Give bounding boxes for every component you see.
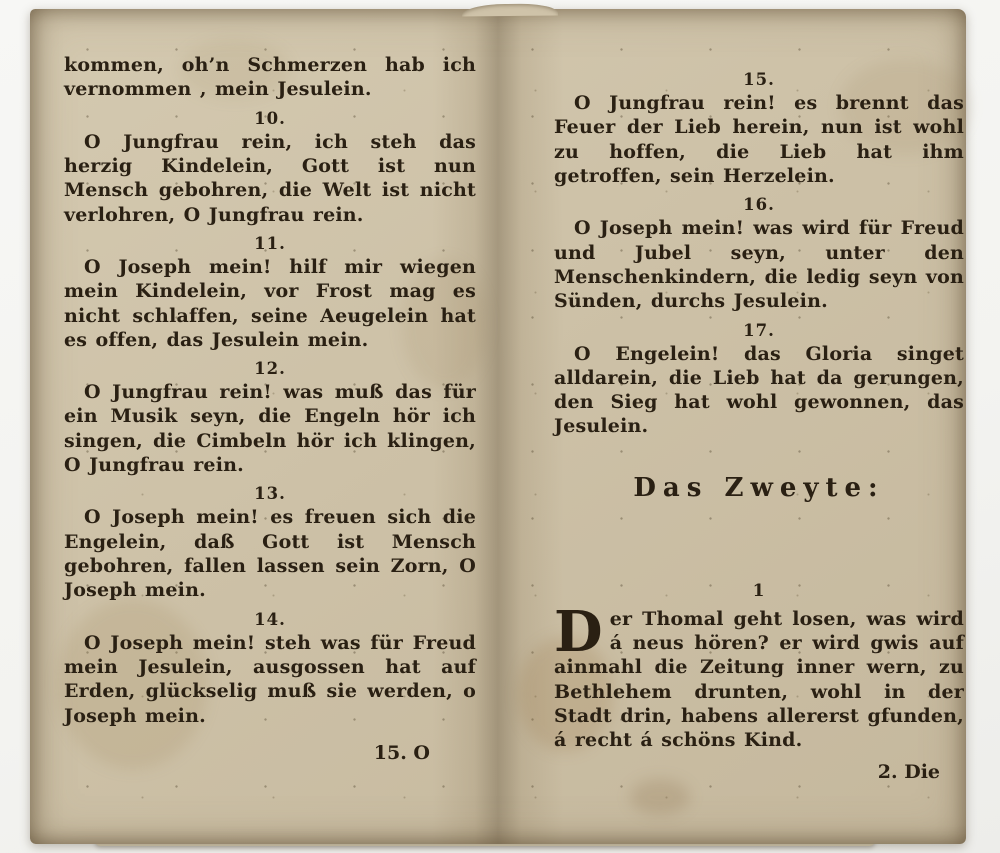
verse-number: 16. [743, 195, 775, 215]
verse-text: O Joseph mein! was wird für Freud und Jubel seyn, unter den Menschenkindern, die ledig seyn von Sünden, durchs Jesulein. [554, 217, 964, 313]
page-right [554, 63, 964, 783]
verse-number: 11. [254, 233, 286, 253]
verse-number: 13. [254, 484, 286, 504]
verse-text: O Joseph mein! steh was für Freud mein Jesulein, ausgossen hat auf Erden, glückselig muß sie werden, o Joseph mein. [64, 631, 476, 727]
verse-number: 12. [254, 359, 286, 379]
song-two-stanza [554, 598, 964, 753]
section-heading: Das Zweyte: [633, 472, 885, 503]
drop-cap-letter: D [554, 598, 603, 665]
verse-number: 15. [743, 70, 775, 89]
verse-text: O Engelein! das Gloria singet alldarein, die Lieb hat da gerungen, den Sieg hat wohl gewonnen, das Jesulein. [554, 342, 964, 438]
verse-text: O Jungfrau rein! es brennt das Feuer der Lieb herein, nun ist wohl zu hoffen, die Lieb hat ihm getroffen, sein Herzelein. [554, 92, 964, 187]
page-left [64, 53, 476, 764]
catchword-right: 2. Die [877, 760, 940, 783]
catchword-left: 15. O [373, 741, 430, 764]
stanza-number: 1 [752, 580, 766, 601]
verse-continuation: kommen, oh’n Schmerzen hab ich vernommen , mein Jesulein. [64, 54, 476, 101]
paper-stain [630, 779, 690, 815]
verse-text: O Joseph mein! hilf mir wiegen mein Kindelein, vor Frost mag es nicht schlaffen, seine Aeugelein hat es offen, das Jesulein mein. [64, 255, 476, 351]
fold-tab [462, 3, 558, 16]
booklet [30, 9, 966, 844]
stanza-text: er Thomal geht losen, was wird á neus hören? er wird gwis auf ainmahl die Zeitung inner wern, zu Bethlehem drunten, wohl in der Stadt drin, habens allererst gfunden, á recht á schöns Kind. [554, 607, 964, 752]
verse-text: O Joseph mein! es freuen sich die Engelein, daß Gott ist Mensch gebohren, fallen lassen sein Zorn, O Joseph mein. [64, 506, 476, 602]
verse-number: 17. [743, 320, 775, 340]
verse-text: O Jungfrau rein, ich steh das herzig Kindelein, Gott ist nun Mensch gebohren, die Welt ist nicht verlohren, O Jungfrau rein. [64, 130, 476, 226]
verse-number: 14. [254, 609, 286, 629]
verse-text: O Jungfrau rein! was muß das für ein Musik seyn, die Engeln hör ich singen, die Cimbeln hör ich klingen, O Jungfrau rein. [64, 381, 476, 477]
verse-number: 10. [254, 108, 286, 128]
